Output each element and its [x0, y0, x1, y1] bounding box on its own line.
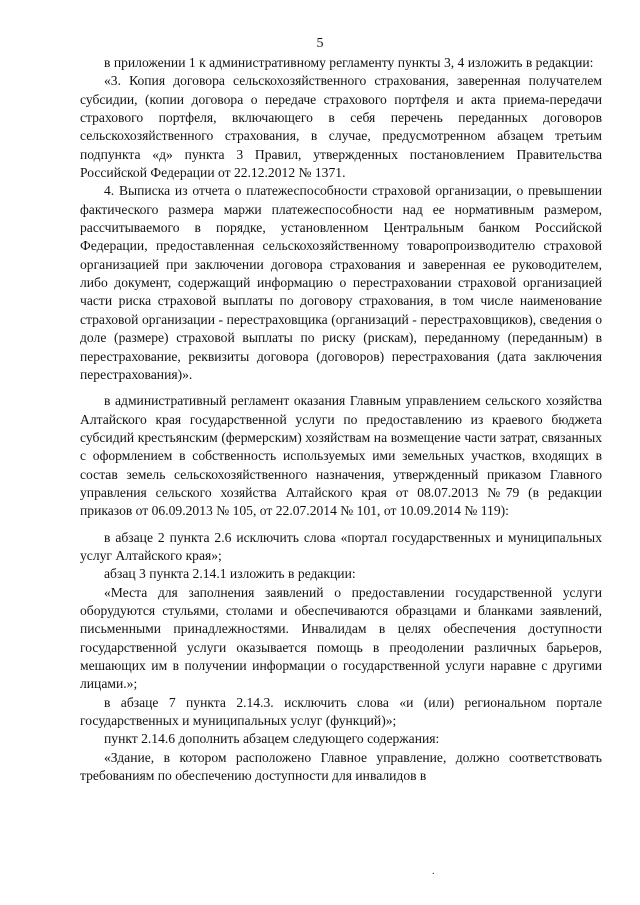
document-body: [80, 54, 602, 785]
paragraph-clause-2-14-1: абзац 3 пункта 2.14.1 изложить в редакции:: [104, 566, 356, 582]
paragraph-clause-2-14-1-text: «Места для заполнения заявлений о предоставлении государственной услуги оборудуются стульями, столами и обеспечиваются образцами и бланками заявлений, письменными принадлежностями. Инвалидам в целях обеспечения доступности государственной услуги оказывается помощь в преодолении различных барьеров, мешающих им в получении информации о государственной услуги наравне с другими лицами.»;: [80, 584, 602, 692]
paragraph-clause-2-14-3: в абзаце 7 пункта 2.14.3. исключить слова «и (или) региональном портале государственных и муниципальных услуг (функций)»;: [80, 694, 602, 729]
paragraph-clause-2-6: в абзаце 2 пункта 2.6 исключить слова «портал государственных и муниципальных услуг Алтайского края»;: [80, 529, 602, 563]
paragraph-appendix-amendment: в приложении 1 к административному регламенту пункты 3, 4 изложить в редакции:: [104, 55, 594, 70]
page-number: 5: [316, 36, 324, 51]
paragraph-regulation-amendment: в административный регламент оказания Главным управлением сельского хозяйства Алтайского края государственной услуги по предоставлению из краевого бюджета субсидий крестьянским (фермерским) хозяйствам на возмещение части затрат, связанных с оформлением в собственность используемых ими земельных участков, входящих в состав земель сельскохозяйственного назначения, утвержденный приказом Главного управления сельского хозяйства Алтайского края от 08.07.2013 №79 (в редакции приказов от 06.09.2013 № 105, от 22.07.2014 № 101, от 10.09.2014 № 119):: [80, 393, 602, 519]
paragraph-item-3: «3. Копия договора сельскохозяйственного страхования, заверенная получателем субсидии, (копии договора о передаче страхового портфеля и акта приема-передачи страхового портфеля, включающего в себя перечень переданных договоров сельскохозяйственного страхования, в случае, предусмотренном абзацем третьим подпункта «д» пункта 3 Правил, утвержденных постановлением Правительства Российской Федерации от 22.12.2012 № 1371.: [80, 73, 602, 181]
footer-mark: .: [432, 866, 435, 877]
paragraph-building-requirements: «Здание, в котором расположено Главное управление, должно соответствовать требованиям по обеспечению доступности для инвалидов в: [80, 749, 602, 784]
paragraph-clause-2-14-6: пункт 2.14.6 дополнить абзацем следующего содержания:: [104, 731, 440, 747]
paragraph-item-4: 4. Выписка из отчета о платежеспособности страховой организации, о превышении фактического размера маржи платежеспособности над ее нормативным размером, рассчитываемого в порядке, установленном Центральным банком Российской Федерации, предоставленная сельскохозяйственному товаропроизводителю страховой организацией при заключении договора страхования и заверенная ее руководителем, либо документ, содержащий информацию о перестраховании страховой организацией части риска страховой выплаты по договору страхования, в том числе наименование страховой организации - перестраховщика (организаций - перестраховщиков), сведения о доле (размере) страховой выплаты по риску (рискам), переданному (переданным) в перестрахование, реквизиты договора (договоров) перестрахования (дата заключения перестрахования)».: [80, 183, 602, 382]
